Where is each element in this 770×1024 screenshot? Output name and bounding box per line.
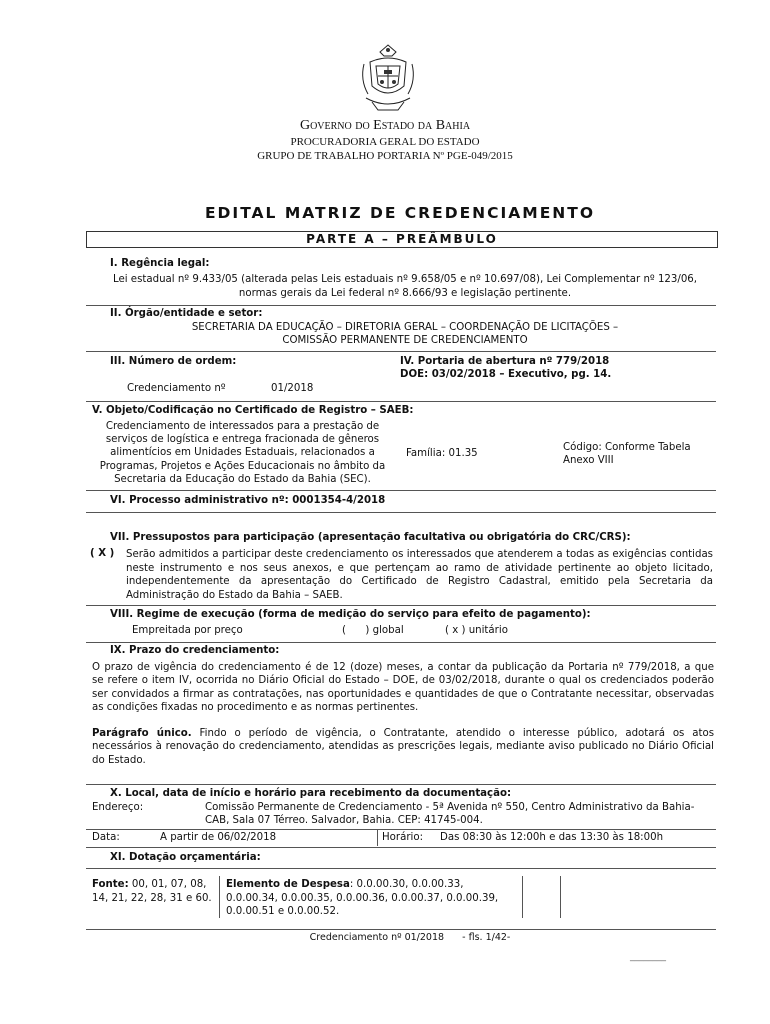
divider: [86, 605, 716, 606]
option-unitario: ( x ) unitário: [445, 625, 508, 636]
part-a-title: PARTE A – PREÂMBULO: [86, 231, 718, 248]
signature-line: ________: [630, 952, 666, 962]
text-line: necessários à renovação do credenciamento, atendidas as prescrições legais, mediante aviso publicado no Diário Oficial: [92, 741, 714, 753]
data-value: A partir de 06/02/2018: [160, 832, 277, 843]
divider-vertical: [219, 876, 220, 918]
divider: [86, 784, 716, 785]
section-vii-heading: VII. Pressupostos para participação (apresentação facultativa ou obrigatória do CRC/CRS):: [110, 532, 631, 543]
section-ix-paragrafo: [92, 727, 714, 767]
object-line: Programas, Projetos e Ações Educacionais no âmbito da: [99, 460, 386, 472]
section-vii-text: [126, 548, 713, 602]
fonte-line: 00, 01, 07, 08,: [128, 879, 207, 890]
section-iii-label: Credenciamento nº: [127, 383, 226, 394]
divider: [86, 401, 716, 402]
paragrafo-label: Parágrafo único.: [92, 728, 192, 739]
section-v-codigo1: Código: Conforme Tabela: [563, 442, 691, 453]
divider: [86, 847, 716, 848]
text-line: as condições fixadas no procedimento e as normas pertinentes.: [92, 701, 419, 713]
divider-vertical: [560, 876, 561, 918]
option-global: ( ) global: [342, 625, 404, 636]
section-iii-heading: III. Número de ordem:: [110, 356, 237, 367]
elemento-line: 0.0.00.34, 0.0.00.35, 0.0.00.36, 0.0.00.37, 0.0.00.39,: [226, 892, 499, 904]
section-viii-heading: VIII. Regime de execução (forma de medição do serviço para efeito de pagamento):: [110, 609, 591, 620]
divider: [86, 305, 716, 306]
section-i-line2: normas gerais da Lei federal nº 8.666/93 e legislação pertinente.: [238, 288, 572, 299]
text-line: se refere o item IV, ocorrida no Diário Oficial do Estado – DOE, de 03/02/2018, durante o qual os credenciados poderão: [92, 675, 714, 687]
section-v-heading: V. Objeto/Codificação no Certificado de Registro – SAEB:: [92, 405, 414, 416]
header-pge: PROCURADORIA GERAL DO ESTADO: [290, 136, 480, 148]
section-i-heading: I. Regência legal:: [110, 258, 210, 269]
document-title: EDITAL MATRIZ DE CREDENCIAMENTO: [204, 204, 596, 222]
divider: [86, 490, 716, 491]
divider-vertical: [377, 830, 378, 846]
section-iv-line2: DOE: 03/02/2018 – Executivo, pg. 14.: [400, 369, 612, 380]
object-line: serviços de logística e entrega fracionada de gêneros: [105, 434, 380, 446]
section-x-heading: X. Local, data de início e horário para recebimento da documentação:: [110, 788, 512, 799]
elemento-label: Elemento de Despesa: [226, 879, 350, 890]
divider: [86, 829, 716, 830]
elemento-line: : 0.0.00.30, 0.0.00.33,: [349, 879, 464, 890]
fonte-block: [92, 878, 212, 905]
endereco-line1: Comissão Permanente de Credenciamento - 5ª Avenida nº 550, Centro Administrativo da Bahia-: [205, 802, 695, 813]
divider: [86, 351, 716, 352]
section-ii-line2: COMISSÃO PERMANENTE DE CREDENCIAMENTO: [282, 335, 528, 346]
divider: [86, 868, 716, 869]
elemento-block: [226, 878, 498, 919]
section-xi-heading: XI. Dotação orçamentária:: [110, 852, 261, 863]
section-ix-heading: IX. Prazo do credenciamento:: [110, 645, 280, 656]
section-i-line1: Lei estadual nº 9.433/05 (alterada pelas Leis estaduais nº 9.658/05 e nº 10.697/08), Lei Complementar nº 123/06,: [112, 274, 698, 285]
text-line: Administração do Estado da Bahia – SAEB.: [126, 589, 343, 601]
section-viii-label: Empreitada por preço: [132, 625, 243, 636]
endereco-line2: CAB, Sala 07 Térreo. Salvador, Bahia. CEP: 41745-004.: [205, 815, 483, 826]
text-line: neste instrumento e nos seus anexos, e que pertençam ao ramo de atividade pertinente ao objeto licitado,: [126, 562, 713, 574]
object-line: Credenciamento de interessados para a prestação de: [105, 421, 380, 432]
text-line: O prazo de vigência do credenciamento é de 12 (doze) meses, a contar da publicação da Portaria nº 779/2018, a que: [92, 662, 714, 673]
horario-value: Das 08:30 às 12:00h e das 13:30 às 18:00h: [440, 832, 664, 843]
header-grupo: GRUPO DE TRABALHO PORTARIA Nº PGE-049/2015: [257, 150, 513, 162]
section-v-codigo2: Anexo VIII: [563, 455, 614, 466]
section-iii-value: 01/2018: [271, 383, 314, 394]
endereco-label: Endereço:: [92, 802, 144, 813]
section-vii-mark: ( X ): [90, 548, 115, 559]
text-line: independentemente da apresentação do Certificado de Registro Cadastral, emitido pela Secretaria da: [126, 576, 713, 587]
section-v-familia: Família: 01.35: [406, 448, 478, 459]
fonte-label: Fonte:: [92, 879, 129, 890]
divider: [86, 642, 716, 643]
section-v-object: [90, 420, 395, 486]
divider: [86, 512, 716, 513]
elemento-line: 0.0.00.51 e 0.0.00.52.: [226, 906, 340, 917]
object-line: Secretaria da Educação do Estado da Bahia (SEC).: [114, 473, 371, 485]
section-ii-line1: SECRETARIA DA EDUCAÇÃO – DIRETORIA GERAL – COORDENAÇÃO DE LICITAÇÕES –: [191, 322, 619, 333]
footer-text: Credenciamento nº 01/2018 - fls. 1/42-: [309, 932, 511, 943]
text-line: ser convidados a firmar as contratações, nas oportunidades e quantidades de que o Contratante necessitar, observadas: [92, 688, 714, 700]
object-line: alimentícios em Unidades Estaduais, relacionados a: [110, 447, 375, 459]
text-line: Serão admitidos a participar deste credenciamento os interessados que atenderem a todas as exigências contidas: [126, 549, 713, 560]
data-label: Data:: [92, 832, 120, 843]
horario-label: Horário:: [382, 832, 424, 843]
header-government: Governo do Estado da Bahia: [299, 118, 471, 133]
divider-vertical: [522, 876, 523, 918]
fonte-line: 14, 21, 22, 28, 31 e 60.: [92, 892, 212, 904]
section-vi-heading: VI. Processo administrativo nº: 0001354-4/2018: [110, 495, 386, 506]
section-ii-heading: II. Órgão/entidade e setor:: [110, 308, 263, 319]
text-line: Findo o período de vigência, o Contratante, atendido o interesse público, adotará os atos: [191, 728, 714, 739]
section-iv-line1: IV. Portaria de abertura nº 779/2018: [400, 356, 610, 367]
coat-of-arms-icon: [358, 42, 418, 116]
text-line: do Estado.: [92, 754, 146, 766]
footer-divider: [86, 929, 716, 930]
section-ix-text: [92, 661, 714, 714]
